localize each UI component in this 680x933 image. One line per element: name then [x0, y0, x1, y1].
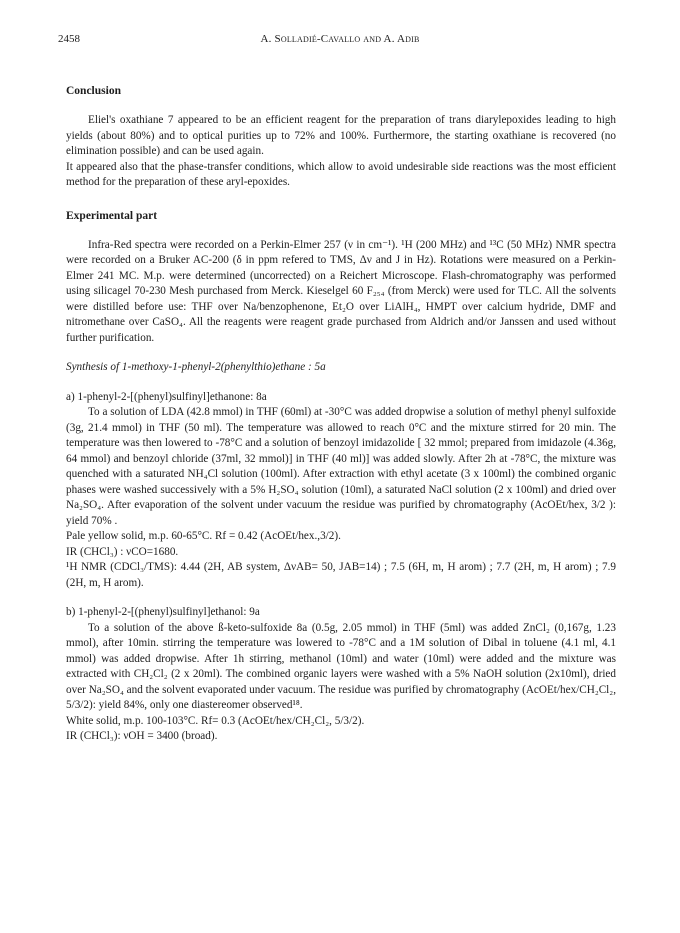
step-b-title: b) 1-phenyl-2-[(phenyl)sulfinyl]ethanol: 9a: [66, 606, 260, 618]
step-b-ir: IR (CHCl₃): νOH = 3400 (broad).: [66, 730, 218, 742]
synthesis-subheading: Synthesis of 1-methoxy-1-phenyl-2(phenylthio)ethane : 5a: [66, 361, 326, 373]
step-b-procedure: To a solution of the above ß-keto-sulfoxide 8a (0.5g, 2.05 mmol) in THF (5ml) was added ZnCl₂ (0,167g, 1.23 mmol), after 10min. stirring the temperature was lowered to -78°C and a 1M solution of Dibal in toluene (4.1 ml, 4.1 mmol) was added dropwise. After 1h stirring, methanol (10ml) and water (10ml) were added and the mixture was extracted with CH₂Cl₂ (2 x 20ml). The combined organic layers were washed with a 5% NaOH solution (2x10ml), dried over Na₂SO₄ and the solvent evaporated under vacuum. The residue was purified by chromatography (AcOEt/hex/CH₂Cl₂, 5/3/2): yield 84%, only one diastereomer observed¹⁸.: [66, 621, 616, 711]
step-a-ir: IR (CHCl₃) : νCO=1680.: [66, 545, 179, 558]
step-b-solid: White solid, m.p. 100-103°C. Rf= 0.3 (AcOEt/hex/CH₂Cl₂, 5/3/2).: [66, 714, 365, 727]
page-body: [66, 84, 616, 745]
page-number: 2458: [58, 33, 80, 45]
step-a-nmr: ¹H NMR (CDCl₃/TMS): 4.44 (2H, AB system, ΔνAB= 50, JAB=14) ; 7.5 (6H, m, H arom) ; 7.7 (2H, m, H arom) ; 7.9 (2H, m, H arom).: [66, 561, 616, 589]
conclusion-heading: Conclusion: [66, 85, 121, 97]
conclusion-paragraph-1: Eliel's oxathiane 7 appeared to be an efficient reagent for the preparation of trans diarylepoxides leading to high yields (about 80%) and to optical purities up to 72% and 100%. Furthermore, the starting oxathiane is recovered (no elimination possible) and can be used again.: [66, 114, 616, 157]
conclusion-paragraph-2: It appeared also that the phase-transfer conditions, which allow to avoid undesirable side reactions was the most efficient method for the preparation of these aryl-epoxides.: [66, 160, 616, 188]
experimental-general-paragraph: Infra-Red spectra were recorded on a Perkin-Elmer 257 (ν in cm⁻¹). ¹H (200 MHz) and ¹³C (50 MHz) NMR spectra were recorded on a Bruker AC-200 (δ in ppm refered to TMS, Δν and J in Hz). Rotations were measured on a Perkin-Elmer 241 MC. M.p. were determined (uncorrected) on a Reichert Microscope. Flash-chromatography was performed using silicagel 70-230 Mesh purchased from Merck. Kieselgel 60 F₂₅₄ (from Merck) were used for TLC. All the solvents were distilled before use: THF over Na/benzophenone, Et₂O over LiAlH₄, HMPT over calcium hydride, DMF and nitromethane over CaSO₄. All the reagents were reagent grade purchased from Aldrich and/or Janssen and used without further purification.: [66, 238, 616, 344]
step-a-procedure: To a solution of LDA (42.8 mmol) in THF (60ml) at -30°C was added dropwise a solution of methyl phenyl sulfoxide (3g, 21.4 mmol) in THF (50 ml). The temperature was allowed to reach 0°C and the mixture stirred for 20 min. The temperature was then lowered to -78°C and a solution of benzoyl imidazolide [ 32 mmol; prepared from imidazole (4.36g, 64 mmol) and benzoyl chloride (37ml, 32 mmol)] in THF (40 ml)] was added slowly. After 2h at -78°C, the mixture was quenched with a saturated NH₄Cl solution (100ml). After extraction with ethyl acetate (3 x 100ml) the combined organic phases were washed successively with a 5% H₂SO₄ solution (10ml), a saturated NaCl solution (2 x 100ml) and dried over Na₂SO₄. After evaporation of the solvent under vacuum the residue was purified by chromatography (AcOEt/hex, 3/2 ): yield 70% .: [66, 406, 616, 527]
running-head: A. Solladié-Cavallo and A. Adib: [260, 33, 420, 45]
page-header: [58, 33, 622, 49]
step-a-title: a) 1-phenyl-2-[(phenyl)sulfinyl]ethanone: 8a: [66, 390, 267, 403]
step-a-solid: Pale yellow solid, m.p. 60-65°C. Rf = 0.42 (AcOEt/hex.,3/2).: [66, 530, 341, 542]
experimental-heading: Experimental part: [66, 209, 158, 222]
